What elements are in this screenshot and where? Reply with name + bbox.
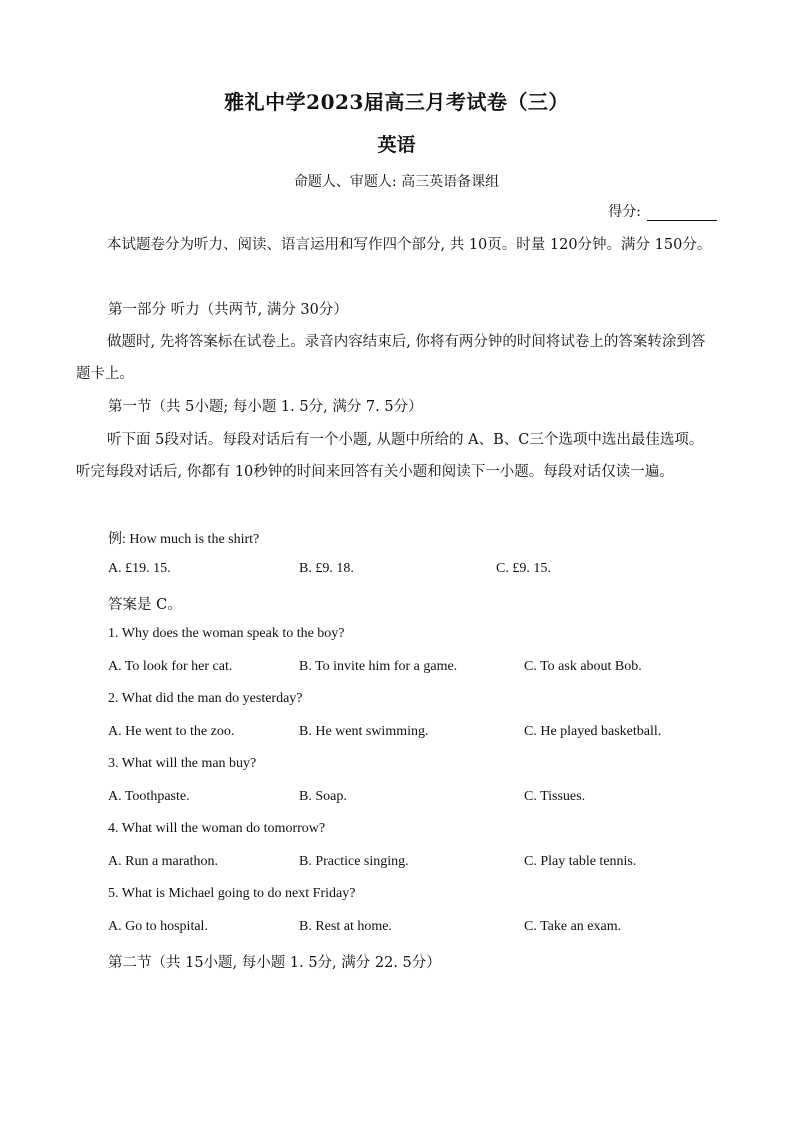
- example-option-c: C. £9. 15.: [496, 561, 551, 576]
- q1-option-c: C. To ask about Bob.: [524, 659, 642, 674]
- question-1: 1. Why does the woman speak to the boy?: [108, 626, 345, 641]
- q3-option-b: B. Soap.: [299, 789, 347, 804]
- score-field: [608, 201, 717, 221]
- q1-option-a: A. To look for her cat.: [108, 659, 233, 674]
- q5-option-b: B. Rest at home.: [299, 919, 392, 934]
- section1-instructions: 听下面 5段对话。每段对话后有一个小题, 从题中所给的 A、B、C三个选项中选出最佳选项。听完每段对话后, 你都有 10秒钟的时间来回答有关小题和阅读下一小题。每段对话仅读一遍。: [76, 432, 704, 480]
- q3-option-c: C. Tissues.: [524, 789, 586, 804]
- example-option-b: B. £9. 18.: [299, 561, 354, 576]
- q2-option-a: A. He went to the zoo.: [108, 724, 235, 739]
- q4-option-a: A. Run a marathon.: [108, 854, 219, 869]
- q1-option-b: B. To invite him for a game.: [299, 659, 458, 674]
- question-4: 4. What will the woman do tomorrow?: [108, 821, 326, 836]
- q5-option-c: C. Take an exam.: [524, 919, 622, 934]
- score-blank-line: [647, 206, 717, 221]
- part1-heading: 第一部分 听力（共两节, 满分 30分）: [108, 302, 348, 318]
- q5-option-a: A. Go to hospital.: [108, 919, 208, 934]
- example-answer: 答案是 C。: [108, 597, 182, 613]
- q3-option-a: A. Toothpaste.: [108, 789, 190, 804]
- example-question: 例: How much is the shirt?: [108, 532, 260, 547]
- instructions-paragraph: 做题时, 先将答案标在试卷上。录音内容结束后, 你将有两分钟的时间将试卷上的答案转涂到答题卡上。: [76, 334, 706, 382]
- authors-line: 命题人、审题人: 高三英语备课组: [293, 174, 500, 190]
- score-label: 得分:: [608, 204, 641, 220]
- question-5: 5. What is Michael going to do next Friday?: [108, 886, 356, 901]
- exam-title: 雅礼中学2023届高三月考试卷（三）: [224, 90, 569, 114]
- section1-heading: 第一节（共 5小题; 每小题 1. 5分, 满分 7. 5分）: [108, 399, 423, 415]
- q2-option-b: B. He went swimming.: [299, 724, 429, 739]
- intro-paragraph: 本试题卷分为听力、阅读、语言运用和写作四个部分, 共 10页。时量 120分钟。满分 150分。: [107, 237, 712, 253]
- q2-option-c: C. He played basketball.: [524, 724, 662, 739]
- question-3: 3. What will the man buy?: [108, 756, 257, 771]
- q4-option-c: C. Play table tennis.: [524, 854, 637, 869]
- section2-heading: 第二节（共 15小题, 每小题 1. 5分, 满分 22. 5分）: [108, 955, 441, 971]
- subject-heading: 英语: [377, 134, 416, 156]
- q4-option-b: B. Practice singing.: [299, 854, 409, 869]
- example-option-a: A. £19. 15.: [108, 561, 171, 576]
- question-2: 2. What did the man do yesterday?: [108, 691, 303, 706]
